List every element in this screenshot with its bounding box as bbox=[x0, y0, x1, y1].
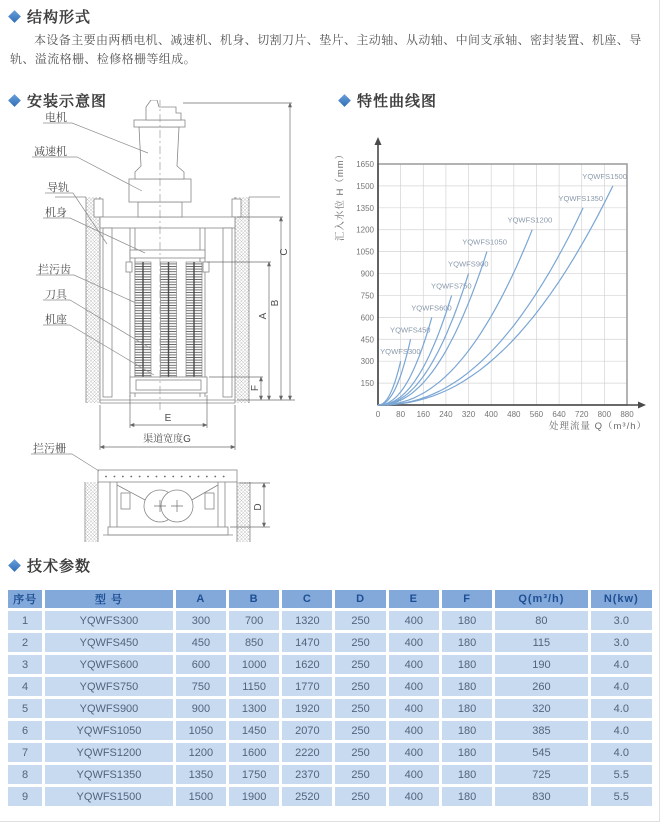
channel-floor bbox=[100, 400, 235, 403]
table-cell: 190 bbox=[495, 655, 587, 674]
table-cell: 2520 bbox=[282, 787, 332, 806]
y-axis-title: 汇入水位 H（mm） bbox=[335, 148, 346, 242]
curve-label: YQWFS1500 bbox=[582, 171, 627, 181]
column-header: D bbox=[335, 590, 385, 608]
section-heading-label: 技术参数 bbox=[27, 558, 92, 575]
dim-e: E bbox=[164, 413, 172, 424]
dim-b: B bbox=[270, 299, 281, 307]
table-cell: 750 bbox=[176, 677, 226, 696]
table-cell: 400 bbox=[389, 655, 439, 674]
table-cell: 1000 bbox=[229, 655, 279, 674]
x-axis-title: 处理流量 Q（m³/h） bbox=[548, 421, 647, 432]
clip bbox=[126, 262, 132, 272]
table-cell: 250 bbox=[335, 721, 385, 740]
table-cell: 3.0 bbox=[591, 611, 652, 630]
installation-diagram bbox=[0, 100, 330, 555]
table-cell: 385 bbox=[495, 721, 587, 740]
characteristic-curves-chart bbox=[330, 113, 660, 450]
table-cell: 80 bbox=[495, 611, 587, 630]
y-tick-label: 600 bbox=[360, 313, 374, 323]
table-cell: 900 bbox=[176, 699, 226, 718]
table-cell: 1450 bbox=[229, 721, 279, 740]
x-tick-label: 400 bbox=[484, 410, 498, 419]
table-cell: YQWFS300 bbox=[45, 611, 173, 630]
label-motor: 电机 bbox=[45, 112, 67, 124]
table-cell: YQWFS1050 bbox=[45, 721, 173, 740]
side-elevation-view bbox=[55, 100, 280, 412]
table-cell: 400 bbox=[389, 611, 439, 630]
table-cell: 180 bbox=[442, 699, 492, 718]
table-cell: 180 bbox=[442, 655, 492, 674]
table-cell: 1320 bbox=[282, 611, 332, 630]
guide-rail-left bbox=[103, 228, 112, 397]
table-cell: 9 bbox=[8, 787, 42, 806]
chart-plot-area bbox=[356, 137, 646, 419]
table-cell: 250 bbox=[335, 655, 385, 674]
table-cell: 1 bbox=[8, 611, 42, 630]
table-cell: 1750 bbox=[229, 765, 279, 784]
section-heading-curves bbox=[340, 90, 437, 111]
bolt-block bbox=[121, 493, 130, 509]
x-tick-label: 480 bbox=[507, 410, 521, 419]
table-cell: 250 bbox=[335, 633, 385, 652]
table-cell: 7 bbox=[8, 743, 42, 762]
table-cell: 400 bbox=[389, 743, 439, 762]
table-cell: 250 bbox=[335, 765, 385, 784]
x-tick-label: 320 bbox=[461, 410, 476, 419]
table-cell: 830 bbox=[495, 787, 587, 806]
trash-rack-plate bbox=[98, 470, 237, 482]
guide-rail-right bbox=[223, 228, 232, 397]
curve-label: YQWFS1350 bbox=[558, 193, 604, 203]
table-cell: 300 bbox=[176, 611, 226, 630]
label-reducer: 减速机 bbox=[34, 146, 67, 158]
table-cell: 2220 bbox=[282, 743, 332, 762]
table-cell: 1050 bbox=[176, 721, 226, 740]
curve-label: YQWFS750 bbox=[431, 281, 472, 291]
bolt-block bbox=[205, 493, 214, 509]
section-heading-structure bbox=[10, 6, 91, 27]
label-guide-rail: 导轨 bbox=[47, 182, 69, 194]
structure-description: 本设备主要由两栖电机、减速机、机身、切割刀片、垫片、主动轴、从动轴、中间支承轴、密封装置、机座、导轨、溢流格栅、检修格栅等组成。 bbox=[10, 33, 642, 66]
table-cell: 260 bbox=[495, 677, 587, 696]
clip bbox=[203, 262, 209, 272]
table-cell: 400 bbox=[389, 721, 439, 740]
table-row bbox=[8, 787, 652, 806]
y-tick-label: 750 bbox=[360, 291, 374, 301]
motor-flange bbox=[134, 120, 185, 127]
section-heading-parameters bbox=[10, 555, 91, 576]
diamond-bullet-icon bbox=[8, 559, 21, 572]
table-cell: 1350 bbox=[176, 765, 226, 784]
top-plate bbox=[100, 217, 235, 228]
table-cell: 545 bbox=[495, 743, 587, 762]
label-trash-teeth: 拦污齿 bbox=[38, 264, 71, 276]
x-tick-label: 880 bbox=[620, 410, 634, 419]
column-header: B bbox=[229, 590, 279, 608]
table-cell: 3 bbox=[8, 655, 42, 674]
table-cell: 180 bbox=[442, 743, 492, 762]
y-tick-label: 900 bbox=[360, 269, 374, 279]
table-cell: 600 bbox=[176, 655, 226, 674]
table-cell: 4.0 bbox=[591, 699, 652, 718]
table-cell: 1770 bbox=[282, 677, 332, 696]
table-cell: 1620 bbox=[282, 655, 332, 674]
table-cell: 180 bbox=[442, 765, 492, 784]
anchor-plate bbox=[94, 199, 103, 217]
table-cell: 5 bbox=[8, 699, 42, 718]
left-wall-hatch bbox=[86, 197, 100, 403]
table-cell: 4 bbox=[8, 677, 42, 696]
table-cell: 180 bbox=[442, 677, 492, 696]
column-header: C bbox=[282, 590, 332, 608]
x-tick-label: 240 bbox=[439, 410, 453, 419]
table-cell: 1300 bbox=[229, 699, 279, 718]
table-cell: 5.5 bbox=[591, 787, 652, 806]
table-cell: YQWFS1200 bbox=[45, 743, 173, 762]
table-cell: 180 bbox=[442, 721, 492, 740]
table-cell: YQWFS450 bbox=[45, 633, 173, 652]
motor-body bbox=[135, 127, 184, 179]
table-row bbox=[8, 699, 652, 718]
table-row bbox=[8, 655, 652, 674]
table-cell: 1900 bbox=[229, 787, 279, 806]
curve-label: YQWFS1050 bbox=[462, 237, 507, 247]
table-cell: 250 bbox=[335, 699, 385, 718]
table-cell: 1920 bbox=[282, 699, 332, 718]
x-tick-label: 160 bbox=[416, 410, 430, 419]
table-cell: 850 bbox=[229, 633, 279, 652]
dim-f: F bbox=[250, 384, 261, 392]
table-cell: YQWFS900 bbox=[45, 699, 173, 718]
table-cell: 115 bbox=[495, 633, 587, 652]
table-cell: 250 bbox=[335, 611, 385, 630]
x-tick-label: 80 bbox=[396, 410, 406, 419]
table-cell: YQWFS750 bbox=[45, 677, 173, 696]
table-cell: 4.0 bbox=[591, 721, 652, 740]
dim-c: C bbox=[279, 248, 290, 256]
table-cell: YQWFS1350 bbox=[45, 765, 173, 784]
table-cell: 400 bbox=[389, 765, 439, 784]
x-tick-label: 720 bbox=[575, 410, 589, 419]
table-cell: 250 bbox=[335, 677, 385, 696]
table-cell: 3.0 bbox=[591, 633, 652, 652]
column-header: 型 号 bbox=[45, 590, 173, 608]
table-cell: 320 bbox=[495, 699, 587, 718]
curve-label: YQWFS600 bbox=[411, 303, 452, 313]
parameters-table bbox=[5, 587, 655, 809]
table-cell: 1200 bbox=[176, 743, 226, 762]
table-header-row bbox=[8, 590, 652, 608]
column-header: E bbox=[389, 590, 439, 608]
diamond-bullet-icon bbox=[338, 94, 351, 107]
table-cell: 1500 bbox=[176, 787, 226, 806]
label-trash-rack: 拦污栅 bbox=[33, 443, 66, 455]
section-heading-label: 安装示意图 bbox=[27, 93, 108, 110]
table-cell: 1600 bbox=[229, 743, 279, 762]
table-cell: 2370 bbox=[282, 765, 332, 784]
table-cell: YQWFS600 bbox=[45, 655, 173, 674]
motor-cap bbox=[146, 100, 181, 120]
machine-base bbox=[130, 377, 207, 393]
table-row bbox=[8, 611, 652, 630]
table-cell: 725 bbox=[495, 765, 587, 784]
base-plate bbox=[108, 527, 228, 535]
table-row bbox=[8, 765, 652, 784]
label-body: 机身 bbox=[45, 207, 67, 219]
table-cell: 400 bbox=[389, 677, 439, 696]
right-wall-hatch bbox=[237, 482, 250, 542]
table-cell: 4.0 bbox=[591, 655, 652, 674]
table-cell: 1470 bbox=[282, 633, 332, 652]
y-tick-label: 150 bbox=[360, 379, 374, 389]
label-base: 机座 bbox=[45, 314, 67, 326]
curve-label: YQWFS1200 bbox=[507, 215, 553, 225]
table-row bbox=[8, 743, 652, 762]
table-cell: 180 bbox=[442, 633, 492, 652]
column-header: F bbox=[442, 590, 492, 608]
table-cell: 180 bbox=[442, 787, 492, 806]
column-header: Q(m³/h) bbox=[495, 590, 587, 608]
section-heading-label: 结构形式 bbox=[27, 9, 92, 26]
y-tick-label: 1350 bbox=[356, 203, 374, 213]
y-tick-label: 450 bbox=[360, 335, 374, 345]
left-wall-hatch bbox=[85, 482, 98, 542]
curve-label: YQWFS450 bbox=[390, 325, 431, 335]
table-row bbox=[8, 721, 652, 740]
dim-d: D bbox=[253, 503, 264, 511]
table-row bbox=[8, 633, 652, 652]
table-cell: 4.0 bbox=[591, 743, 652, 762]
table-cell: YQWFS1500 bbox=[45, 787, 173, 806]
table-cell: 400 bbox=[389, 787, 439, 806]
table-cell: 700 bbox=[229, 611, 279, 630]
table-cell: 1150 bbox=[229, 677, 279, 696]
dim-g: 渠道宽度G bbox=[143, 434, 191, 445]
y-tick-label: 1500 bbox=[356, 181, 374, 191]
column-header: A bbox=[176, 590, 226, 608]
label-cutter: 刀具 bbox=[45, 289, 67, 301]
table-cell: 2 bbox=[8, 633, 42, 652]
table-cell: 400 bbox=[389, 699, 439, 718]
y-tick-label: 1650 bbox=[356, 160, 374, 169]
dim-a: A bbox=[258, 312, 269, 320]
y-tick-label: 1200 bbox=[356, 225, 374, 235]
cutter-screen-bands bbox=[135, 262, 202, 377]
x-tick-label: 0 bbox=[375, 410, 381, 419]
table-cell: 180 bbox=[442, 611, 492, 630]
anchor-plate bbox=[232, 199, 241, 217]
section-heading-label: 特性曲线图 bbox=[357, 93, 438, 110]
table-cell: 8 bbox=[8, 765, 42, 784]
table-cell: 6 bbox=[8, 721, 42, 740]
curve-label: YQWFS300 bbox=[380, 347, 421, 357]
table-cell: 5.5 bbox=[591, 765, 652, 784]
column-header: N(kw) bbox=[591, 590, 652, 608]
column-header: 序号 bbox=[8, 590, 42, 608]
right-wall-hatch bbox=[235, 197, 249, 403]
curve-label: YQWFS900 bbox=[448, 259, 489, 269]
table-cell: 2070 bbox=[282, 721, 332, 740]
table-cell: 250 bbox=[335, 787, 385, 806]
x-tick-label: 800 bbox=[597, 410, 612, 419]
diamond-bullet-icon bbox=[8, 10, 21, 23]
y-tick-label: 1050 bbox=[356, 247, 374, 257]
y-tick-label: 300 bbox=[360, 357, 374, 367]
table-row bbox=[8, 677, 652, 696]
x-tick-label: 640 bbox=[552, 410, 566, 419]
table-cell: 250 bbox=[335, 743, 385, 762]
table-cell: 450 bbox=[176, 633, 226, 652]
x-tick-label: 560 bbox=[529, 410, 544, 419]
table-cell: 400 bbox=[389, 633, 439, 652]
plan-view bbox=[85, 470, 250, 542]
table-cell: 4.0 bbox=[591, 677, 652, 696]
